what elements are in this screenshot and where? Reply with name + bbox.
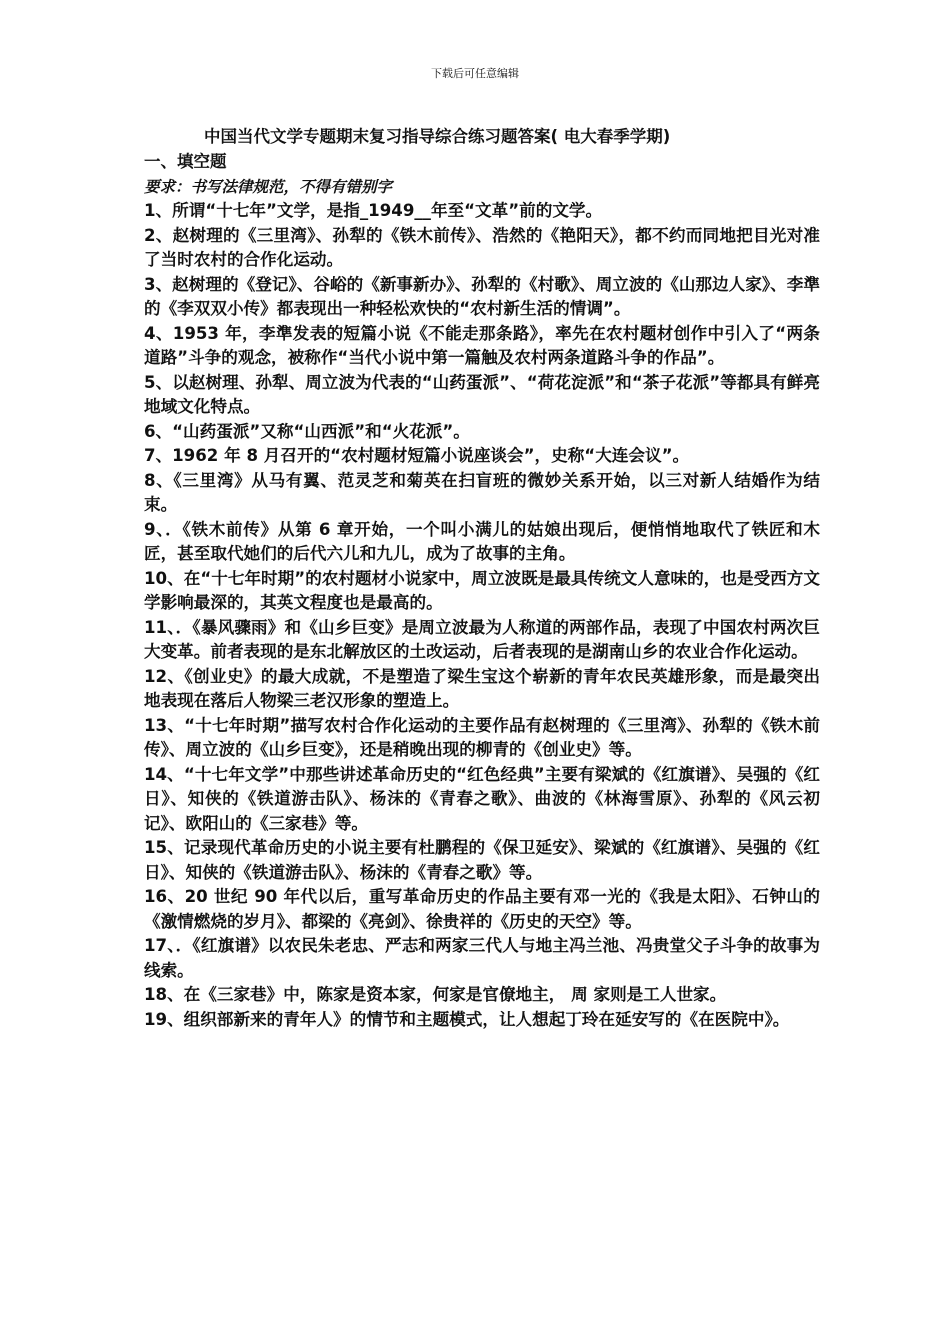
answer-item-15: 15、记录现代革命历史的小说主要有杜鹏程的《保卫延安》、梁斌的《红旗谱》、吴强的《红日》、知侠的《铁道游击队》、杨沫的《青春之歌》等。 xyxy=(144,838,820,882)
answer-item-7: 7、1962 年 8 月召开的“农村题材短篇小说座谈会”，史称“大连会议”。 xyxy=(144,446,690,465)
answer-item-13: 13、“十七年时期”描写农村合作化运动的主要作品有赵树理的《三里湾》、孙犁的《铁木前传》、周立波的《山乡巨变》，还是稍晚出现的柳青的《创业史》等。 xyxy=(144,715,820,759)
answer-item-17: 17、．《红旗谱》以农民朱老忠、严志和两家三代人与地主冯兰池、冯贵堂父子斗争的故事为线索。 xyxy=(144,936,820,980)
answer-item-2: 2、赵树理的《三里湾》、孙犁的《铁木前传》、浩然的《艳阳天》，都不约而同地把目光对准了当时农村的合作化运动。 xyxy=(144,225,820,269)
answer-item-18: 18、在《三家巷》中，陈家是资本家，何家是官僚地主， 周 家则是工人世家。 xyxy=(144,985,727,1004)
answer-list xyxy=(144,199,820,1032)
answer-item-5: 5、以赵树理、孙犁、周立波为代表的“山药蛋派”、“荷花淀派”和“茶子花派”等都具有鲜亮地域文化特点。 xyxy=(144,372,820,416)
answer-item-10: 10、在“十七年时期”的农村题材小说家中，周立波既是最具传统文人意味的，也是受西方文学影响最深的，其英文程度也是最高的。 xyxy=(144,568,820,612)
answer-item-3: 3、赵树理的《登记》、谷峪的《新事新办》、孙犁的《村歌》、周立波的《山那边人家》、李準的《李双双小传》都表现出一种轻松欢快的“农村新生活的情调”。 xyxy=(144,274,820,318)
answer-item-12: 12、《创业史》的最大成就，不是塑造了梁生宝这个崭新的青年农民英雄形象，而是最突出地表现在落后人物梁三老汉形象的塑造上。 xyxy=(144,666,820,710)
answer-item-1: 1、所谓“十七年”文学，是指_1949__年至“文革”前的文学。 xyxy=(144,201,603,220)
section-heading: 一、填空题 xyxy=(144,152,227,171)
answer-item-14: 14、“十七年文学”中那些讲述革命历史的“红色经典”主要有梁斌的《红旗谱》、吴强的《红日》、知侠的《铁道游击队》、杨沫的《青春之歌》、曲波的《林海雪原》、孙犁的《风云初记》、欧阳山的《三家巷》等。 xyxy=(144,764,820,833)
document-title: 中国当代文学专题期末复习指导综合练习题答案( 电大春季学期) xyxy=(204,127,671,146)
answer-item-6: 6、“山药蛋派”又称“山西派”和“火花派”。 xyxy=(144,421,470,441)
requirement-note: 要求：书写法律规范，不得有错别字 xyxy=(144,177,393,196)
answer-item-9: 9、．《铁木前传》从第 6 章开始，一个叫小满儿的姑娘出现后，便悄悄地取代了铁匠和木匠，甚至取代她们的后代六儿和九儿，成为了故事的主角。 xyxy=(144,519,820,563)
answer-item-16: 16、20 世纪 90 年代以后，重写革命历史的作品主要有邓一光的《我是太阳》、石钟山的《激情燃烧的岁月》、都梁的《亮剑》、徐贵祥的《历史的天空》等。 xyxy=(144,887,820,931)
answer-item-11: 11、．《暴风骤雨》和《山乡巨变》是周立波最为人称道的两部作品，表现了中国农村两次巨大变革。前者表现的是东北解放区的土改运动，后者表现的是湖南山乡的农业合作化运动。 xyxy=(144,617,820,661)
answer-item-19: 19、组织部新来的青年人》的情节和主题模式，让人想起丁玲在延安写的《在医院中》。 xyxy=(144,1009,790,1029)
answer-item-8: 8、《三里湾》从马有翼、范灵芝和菊英在扫盲班的微妙关系开始，以三对新人结婚作为结束。 xyxy=(144,470,820,514)
answer-item-4: 4、1953 年，李準发表的短篇小说《不能走那条路》，率先在农村题材创作中引入了“两条道路”斗争的观念，被称作“当代小说中第一篇触及农村两条道路斗争的作品”。 xyxy=(144,323,820,367)
page-header-note: 下载后可任意编辑 xyxy=(431,67,519,80)
document-body xyxy=(144,124,820,1032)
